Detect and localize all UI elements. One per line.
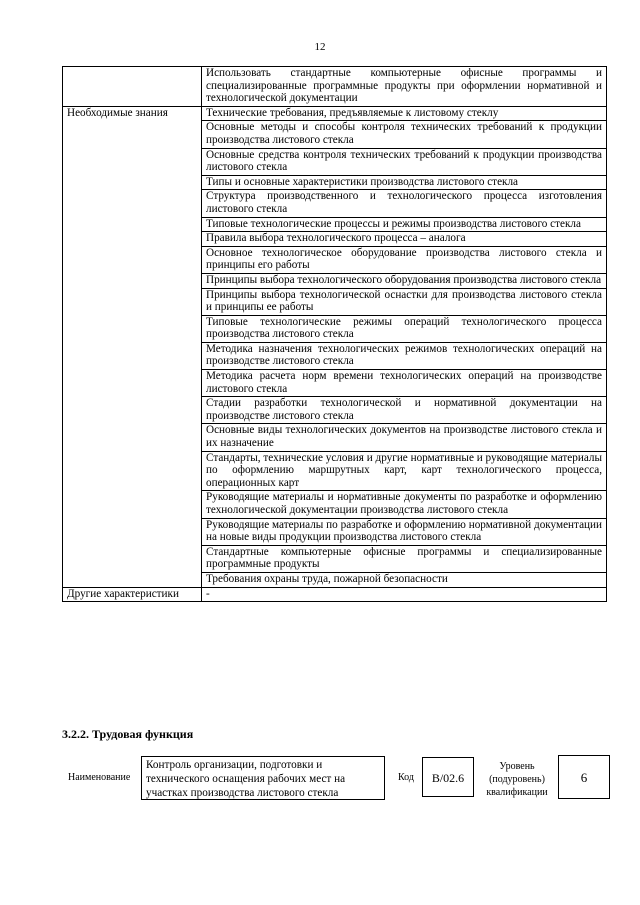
knowledge-item: Методика расчета норм времени технологических операций на производстве листового стекла	[202, 370, 607, 397]
code-label: Код	[398, 772, 414, 783]
knowledge-label: Необходимые знания	[63, 106, 202, 587]
knowledge-item: Стандартные компьютерные офисные программы и специализированные программные продукты	[202, 545, 607, 572]
knowledge-item: Стадии разработки технологической и нормативной документации на производстве листового стекла	[202, 397, 607, 424]
section-heading: 3.2.2. Трудовая функция	[62, 727, 194, 741]
knowledge-item: Стандарты, технические условия и другие нормативные и руководящие материалы по оформлению маршрутных карт, карт технологического процесса, операционных карт	[202, 451, 607, 491]
requirements-table	[62, 66, 607, 602]
knowledge-item: Типовые технологические режимы операций технологического процесса производства листового стекла	[202, 315, 607, 342]
other-characteristics-value: -	[202, 587, 607, 602]
knowledge-item: Типовые технологические процессы и режимы производства листового стекла	[202, 217, 607, 232]
function-name-box: Контроль организации, подготовки и технического оснащения рабочих мест на участках производства листового стекла	[141, 756, 385, 800]
knowledge-item: Руководящие материалы по разработке и оформлению нормативной документации на новые виды продукции производства листового стекла	[202, 518, 607, 545]
knowledge-item: Основные виды технологических документов на производстве листового стекла и их назначение	[202, 424, 607, 451]
table-row	[63, 106, 607, 121]
knowledge-item: Правила выбора технологического процесса – аналога	[202, 232, 607, 247]
table-row	[63, 587, 607, 602]
knowledge-item: Методика назначения технологических режимов технологических операций на производстве листового стекла	[202, 342, 607, 369]
knowledge-item: Принципы выбора технологической оснастки для производства листового стекла и принципы ее работы	[202, 288, 607, 315]
knowledge-item: Типы и основные характеристики производства листового стекла	[202, 175, 607, 190]
code-value-box: B/02.6	[422, 757, 474, 797]
knowledge-item: Основные методы и способы контроля технических требований к продукции производства листового стекла	[202, 121, 607, 148]
name-label: Наименование	[68, 772, 131, 783]
knowledge-item: Основные средства контроля технических требований к продукции производства листового стекла	[202, 148, 607, 175]
knowledge-item: Технические требования, предъявляемые к листовому стеклу	[202, 106, 607, 121]
row-label-empty	[63, 67, 202, 107]
knowledge-item: Структура производственного и технологического процесса изготовления листового стекла	[202, 190, 607, 217]
table-row	[63, 67, 607, 107]
knowledge-item: Руководящие материалы и нормативные документы по разработке и оформлению технологической документации производства листового стекла	[202, 491, 607, 518]
other-characteristics-label: Другие характеристики	[63, 587, 202, 602]
qualification-level-box: 6	[558, 755, 610, 799]
qualification-level-label: Уровень (подуровень) квалификации	[486, 761, 548, 798]
knowledge-item: Основное технологическое оборудование производства листового стекла и принципы его работы	[202, 246, 607, 273]
skill-item: Использовать стандартные компьютерные офисные программы и специализированные программные продукты при оформлении нормативной и технологической документации	[202, 67, 607, 107]
page-number: 12	[314, 41, 326, 53]
knowledge-item: Требования охраны труда, пожарной безопасности	[202, 572, 607, 587]
knowledge-item: Принципы выбора технологического оборудования производства листового стекла	[202, 273, 607, 288]
